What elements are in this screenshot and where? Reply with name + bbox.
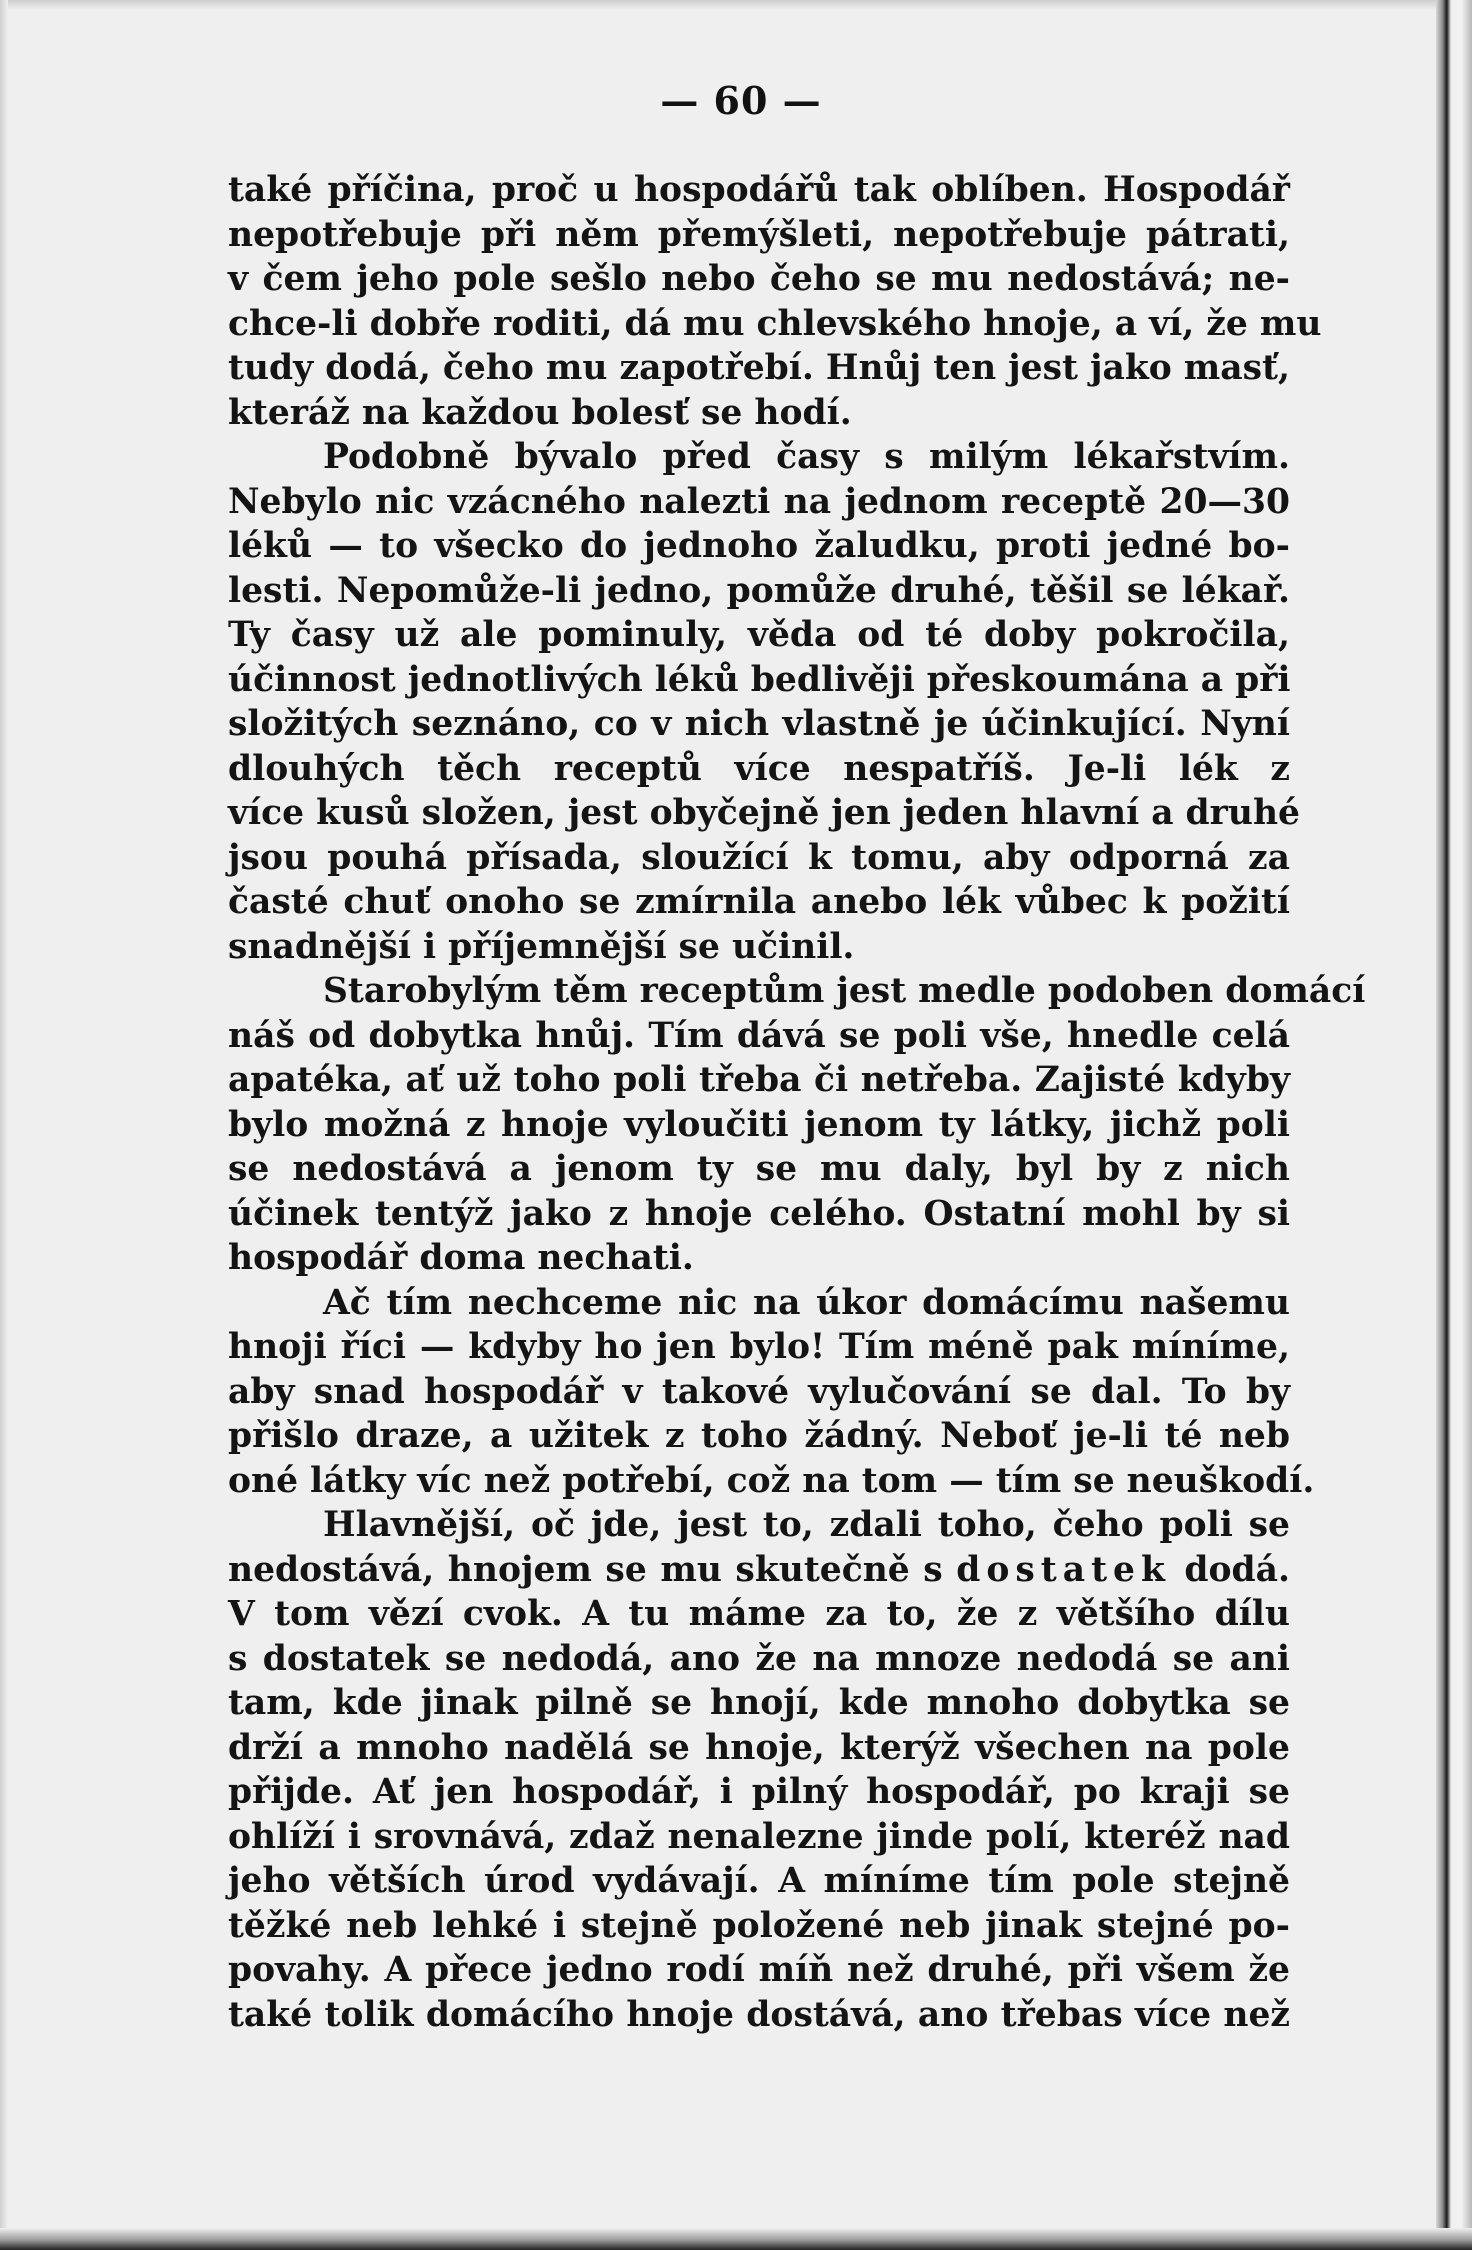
text-line: snadnější i příjemnější se učinil.	[228, 926, 855, 967]
text-line: jsou pouhá přísada, sloužící k tomu, aby odporná za	[228, 837, 1290, 878]
text-line: kteráž na každou bolesť se hodí.	[228, 392, 852, 433]
text-line: těžké neb lehké i stejně položené neb jinak stejné po-	[228, 1905, 1290, 1946]
text-line: hnoji říci — kdyby ho jen bylo! Tím méně pak míníme,	[228, 1327, 1290, 1367]
text-line: s dostatek se nedodá, ano že na mnoze nedodá se ani	[228, 1638, 1290, 1679]
text-line: drží a mnoho nadělá se hnoje, kterýž všechen na pole	[228, 1727, 1290, 1768]
body-text	[228, 168, 1366, 2037]
text-line: Ty časy už ale pominuly, věda od té doby pokročila,	[228, 615, 1290, 655]
text-line: Ač tím nechceme nic na úkor domácímu našemu	[323, 1282, 1290, 1323]
text-line: účinnost jednotlivých léků bedlivěji přeskoumána a při	[228, 659, 1291, 700]
text-line: účinek tentýž jako z hnoje celého. Ostatní mohl by si	[228, 1193, 1290, 1234]
text-line: Hlavnější, oč jde, jest to, zdali toho, čeho poli se	[323, 1505, 1290, 1545]
text-line: Nebylo nic vzácného nalezti na jednom receptě 20—30	[228, 481, 1290, 522]
text-line: jeho větších úrod vydávají. A míníme tím pole stejně	[228, 1861, 1290, 1901]
text-line: přijde. Ať jen hospodář, i pilný hospodář, po kraji se	[228, 1772, 1290, 1812]
spaced-emphasis-word: dostatek	[956, 1549, 1171, 1590]
text-line: lesti. Nepomůže-li jedno, pomůže druhé, těšil se lékař.	[228, 570, 1290, 611]
text-line: Starobylým těm receptům jest medle podoben domácí	[323, 971, 1366, 1011]
text-line: více kusů složen, jest obyčejně jen jeden hlavní a druhé	[228, 793, 1300, 833]
text-line: nepotřebuje při něm přemýšleti, nepotřebuje pátrati,	[228, 214, 1290, 255]
text-line: přišlo draze, a užitek z toho žádný. Neboť je-li té neb	[228, 1416, 1290, 1456]
text-segment: nedostává, hnojem se mu skutečně s	[228, 1549, 943, 1590]
text-segment: dodá.	[1184, 1549, 1290, 1590]
text-line: také tolik domácího hnoje dostává, ano třebas více než	[228, 1994, 1290, 2035]
text-line: léků — to všecko do jednoho žaludku, proti jedné bo-	[228, 526, 1290, 566]
text-line: tam, kde jinak pilně se hnojí, kde mnoho dobytka se	[228, 1683, 1290, 1723]
text-line: hospodář doma nechati.	[228, 1238, 694, 1278]
scan-edge-bottom	[0, 2228, 1472, 2250]
text-line: v čem jeho pole sešlo nebo čeho se mu nedostává; ne-	[228, 259, 1290, 299]
text-line-with-spaced-word	[228, 1548, 1290, 1593]
text-line: apatéka, ať už toho poli třeba či netřeba. Zajisté kdyby	[228, 1060, 1290, 1100]
text-line: ohlíží i srovnává, zdaž nenalezne jinde polí, kteréž nad	[228, 1816, 1290, 1857]
text-line: dlouhých těch receptů více nespatříš. Je-li lék z	[228, 748, 1290, 789]
text-line: náš od dobytka hnůj. Tím dává se poli vše, hnedle celá	[228, 1015, 1290, 1056]
scan-edge-left	[0, 0, 8, 2250]
text-line: aby snad hospodář v takové vylučování se dal. To by	[228, 1371, 1290, 1412]
text-line: Podobně bývalo před časy s milým lékařstvím.	[323, 437, 1290, 477]
text-line: časté chuť onoho se zmírnila anebo lék vůbec k požití	[228, 882, 1290, 922]
page-number	[0, 78, 1472, 123]
text-line: také příčina, proč u hospodářů tak oblíben. Hospodář	[228, 170, 1290, 210]
text-line: se nedostává a jenom ty se mu daly, byl by z nich	[228, 1149, 1290, 1189]
scan-edge-top	[0, 0, 1472, 10]
text-line: tudy dodá, čeho mu zapotřebí. Hnůj ten jest jako masť,	[228, 348, 1290, 388]
scan-edge-right	[1436, 0, 1472, 2250]
text-line: oné látky víc než potřebí, což na tom — tím se neuškodí.	[228, 1460, 1315, 1501]
text-line: povahy. A přece jedno rodí míň než druhé, při všem že	[228, 1950, 1290, 1990]
page-number-text: — 60 —	[660, 78, 822, 123]
text-line: složitých seznáno, co v nich vlastně je účinkující. Nyní	[228, 704, 1290, 744]
text-line: bylo možná z hnoje vyloučiti jenom ty látky, jichž poli	[228, 1104, 1290, 1145]
text-line: chce-li dobře roditi, dá mu chlevského hnoje, a ví, že mu	[228, 303, 1322, 344]
text-line: V tom vězí cvok. A tu máme za to, že z většího dílu	[228, 1594, 1290, 1634]
